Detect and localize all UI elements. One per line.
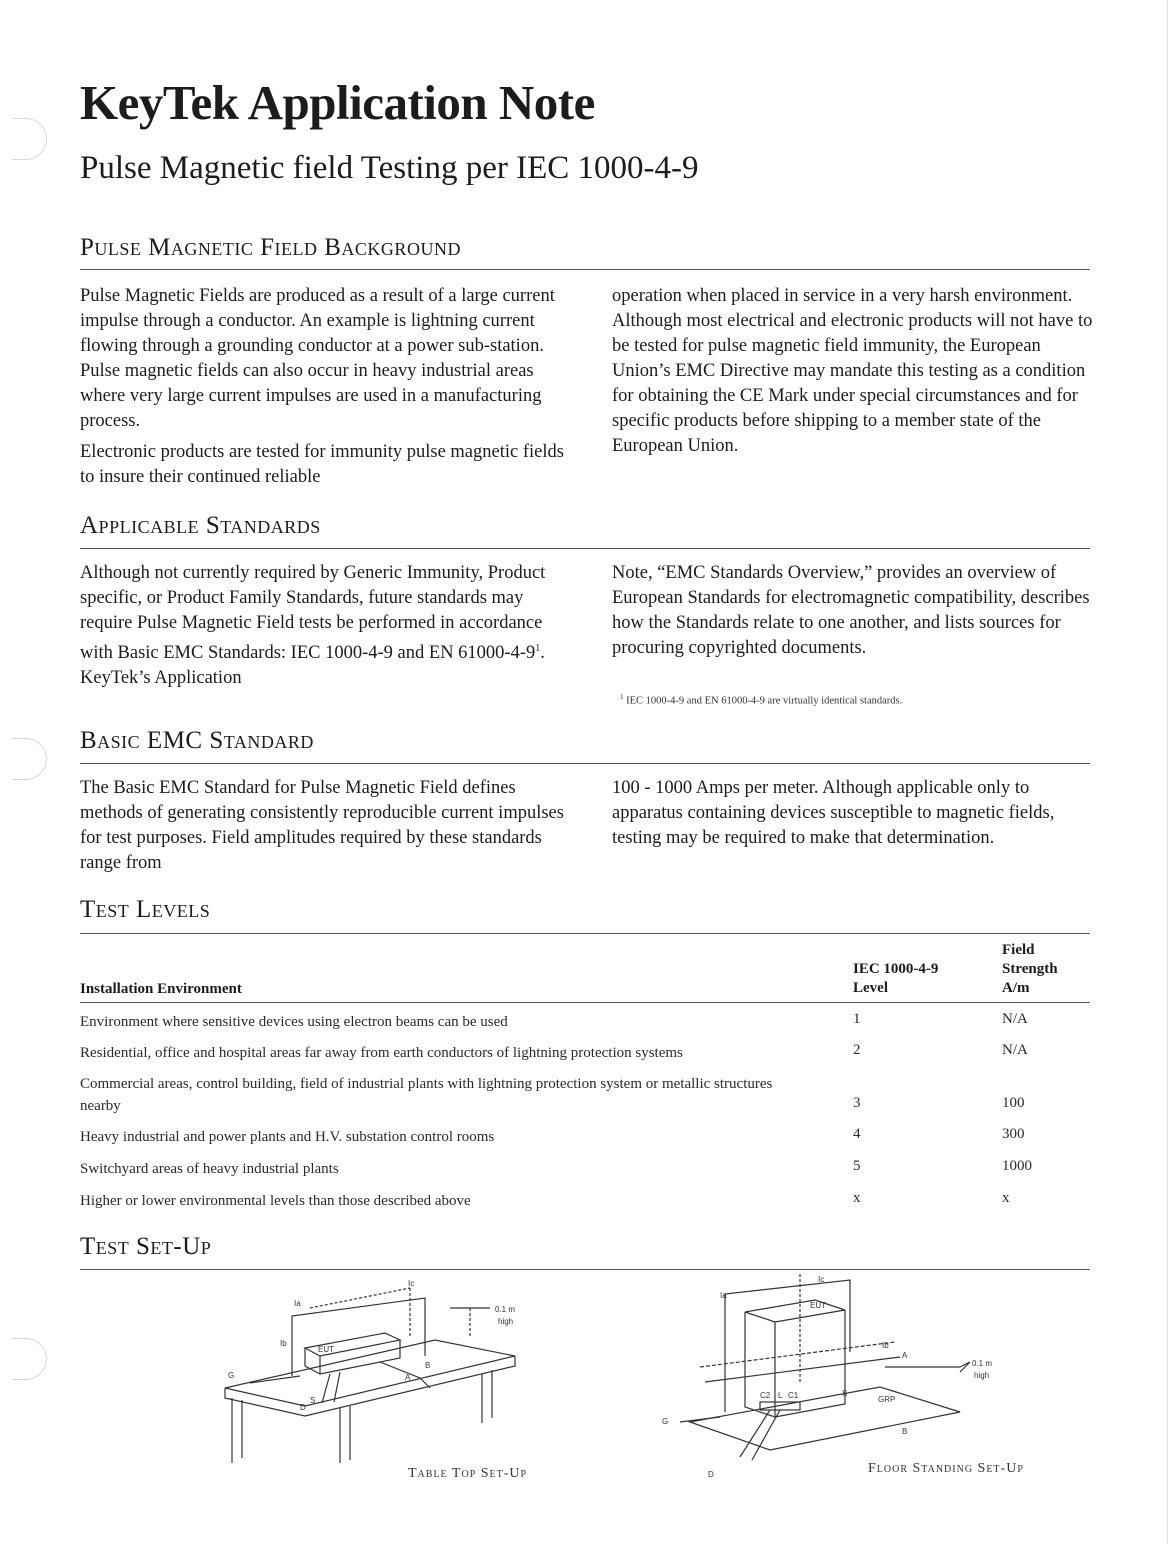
column-header-field-line: A/m bbox=[1002, 980, 1030, 996]
footnote-mark: 1 bbox=[620, 693, 624, 701]
applicable-paragraph-2: Note, “EMC Standards Overview,” provides an overview of European Standards for electromagnetic compatibility, describes how the Standards relate to one another, and lists sources for procuring copyrighted documents. bbox=[612, 563, 1090, 658]
punch-hole bbox=[12, 118, 47, 160]
section-title-background: Pulse Magnetic Field Background bbox=[80, 234, 461, 261]
label-eut: EUT bbox=[318, 1345, 334, 1354]
basic-left-column bbox=[80, 776, 570, 882]
column-header-field-line: Field bbox=[1002, 942, 1035, 958]
column-header-level-line: Level bbox=[853, 980, 888, 996]
document-title: KeyTek Application Note bbox=[80, 75, 595, 130]
column-header-field-strength bbox=[1002, 941, 1058, 998]
label-ic: Ic bbox=[408, 1279, 415, 1288]
cable bbox=[322, 1374, 330, 1403]
label-s: S bbox=[842, 1389, 848, 1398]
column-header-level bbox=[853, 960, 938, 998]
table-surface bbox=[225, 1340, 515, 1406]
section-rule bbox=[80, 1269, 1090, 1270]
table-row-level: 1 bbox=[853, 1011, 861, 1027]
section-rule bbox=[80, 763, 1090, 764]
label-a: A bbox=[902, 1351, 908, 1360]
induction-coil-dashed bbox=[310, 1288, 410, 1308]
scan-edge-line bbox=[1167, 0, 1168, 1544]
label-high: high bbox=[498, 1317, 514, 1326]
applicable-text-end: . KeyTek’s Application bbox=[80, 643, 545, 689]
table-row-environment: Commercial areas, control building, field of industrial plants with lightning protection system or metallic structures nearby bbox=[80, 1076, 773, 1114]
punch-hole bbox=[12, 1338, 47, 1380]
table-row-environment: Switchyard areas of heavy industrial plants bbox=[80, 1161, 339, 1177]
label-c1: C1 bbox=[788, 1391, 799, 1400]
table-row-field: x bbox=[1002, 1190, 1010, 1206]
induction-coil-dashed bbox=[700, 1342, 895, 1367]
label-ib: Ib bbox=[882, 1341, 889, 1350]
label-grp: GRP bbox=[878, 1395, 896, 1404]
label-l: L bbox=[778, 1391, 783, 1400]
table-row-level: 2 bbox=[853, 1042, 861, 1058]
applicable-text: Although not currently required by Generic Immunity, Product specific, or Product Family Standards, future standards may require Pulse Magnetic Field tests be performed in accordance with Basic EMC Standards: IEC 1000-4-9 and EN 61000-4-9 bbox=[80, 563, 546, 664]
section-title-test-levels: Test Levels bbox=[80, 896, 211, 923]
label-ic: Ic bbox=[818, 1275, 825, 1284]
section-rule bbox=[80, 548, 1090, 549]
column-header-level-line: IEC 1000-4-9 bbox=[853, 961, 939, 977]
label-b: B bbox=[902, 1427, 908, 1436]
label-height: 0.1 m bbox=[495, 1305, 516, 1314]
table-row-level: x bbox=[853, 1190, 861, 1206]
footnote-reference: 1 bbox=[535, 643, 541, 654]
label-g: G bbox=[228, 1371, 235, 1380]
coil-lead bbox=[705, 1357, 900, 1382]
cable bbox=[680, 1417, 720, 1422]
cable bbox=[740, 1410, 770, 1457]
table-row-level: 5 bbox=[853, 1158, 861, 1174]
label-g: G bbox=[662, 1417, 669, 1426]
table-row-environment: Heavy industrial and power plants and H.V. substation control rooms bbox=[80, 1129, 495, 1145]
label-b: B bbox=[425, 1361, 431, 1370]
cable bbox=[752, 1410, 780, 1460]
label-ia: Ia bbox=[720, 1291, 727, 1300]
section-title-test-setup: Test Set-Up bbox=[80, 1233, 212, 1260]
section-title-applicable: Applicable Standards bbox=[80, 512, 321, 539]
column-header-environment: Installation Environment bbox=[80, 981, 242, 997]
label-ib: Ib bbox=[280, 1339, 287, 1348]
eut-cabinet-top bbox=[745, 1300, 845, 1322]
table-row-level: 3 bbox=[853, 1095, 861, 1111]
label-d: D bbox=[708, 1470, 714, 1477]
basic-paragraph-2: 100 - 1000 Amps per meter. Although applicable only to apparatus containing devices susceptible to magnetic fields, testing may be required to make that determination. bbox=[612, 778, 1055, 848]
applicable-right-column bbox=[612, 561, 1102, 667]
table-row-level: 4 bbox=[853, 1126, 861, 1142]
background-paragraph-1: Pulse Magnetic Fields are produced as a result of a large current impulse through a conductor. An example is lightning current flowing through a grounding conductor at a power sub-station. Pulse magnetic fields can also occur in heavy industrial areas where very large current impulses are used in a manufacturing process. bbox=[80, 286, 555, 431]
table-row-field: 100 bbox=[1002, 1095, 1025, 1111]
table-row-environment: Residential, office and hospital areas far away from earth conductors of lightning protection systems bbox=[80, 1045, 683, 1061]
table-row-field: N/A bbox=[1002, 1042, 1028, 1058]
footnote-text: IEC 1000-4-9 and EN 61000-4-9 are virtually identical standards. bbox=[626, 695, 903, 707]
table-row-environment: Higher or lower environmental levels than those described above bbox=[80, 1193, 471, 1209]
applicable-left-column bbox=[80, 561, 570, 697]
table-row-field: 300 bbox=[1002, 1126, 1025, 1142]
label-height: 0.1 m bbox=[972, 1359, 993, 1368]
punch-hole bbox=[12, 738, 47, 780]
column-header-field-line: Strength bbox=[1002, 961, 1058, 977]
floor-standing-setup-diagram bbox=[660, 1272, 1020, 1477]
background-right-column bbox=[612, 284, 1102, 465]
label-a: A bbox=[405, 1373, 411, 1382]
caption-floor-standing: Floor Standing Set-Up bbox=[868, 1461, 1024, 1476]
table-edge bbox=[225, 1356, 515, 1416]
label-c2: C2 bbox=[760, 1391, 771, 1400]
label-ia: Ia bbox=[294, 1299, 301, 1308]
height-marker-arrow bbox=[960, 1362, 970, 1372]
eut-cabinet-body bbox=[745, 1310, 848, 1417]
section-title-basic: Basic EMC Standard bbox=[80, 727, 314, 754]
label-high: high bbox=[974, 1371, 990, 1380]
basic-paragraph-1: The Basic EMC Standard for Pulse Magnetic Field defines methods of generating consistently reproducible current impulses for test purposes. Field amplitudes required by these standards range from bbox=[80, 778, 564, 873]
section-rule bbox=[80, 269, 1090, 270]
footnote bbox=[620, 693, 902, 707]
section-rule bbox=[80, 933, 1090, 934]
background-left-column bbox=[80, 284, 570, 496]
caption-table-top: Table Top Set-Up bbox=[408, 1466, 528, 1481]
table-header-rule bbox=[80, 1002, 1090, 1003]
induction-coil bbox=[292, 1298, 425, 1376]
basic-right-column bbox=[612, 776, 1102, 857]
background-paragraph-2: Electronic products are tested for immunity pulse magnetic fields to insure their continued reliable bbox=[80, 442, 564, 487]
table-top-setup-diagram bbox=[220, 1278, 540, 1463]
table-row-field: 1000 bbox=[1002, 1158, 1032, 1174]
table-row-field: N/A bbox=[1002, 1011, 1028, 1027]
label-eut: EUT bbox=[810, 1301, 826, 1310]
label-d: D bbox=[300, 1403, 306, 1412]
document-subtitle: Pulse Magnetic field Testing per IEC 1000-4-9 bbox=[80, 150, 699, 186]
background-paragraph-3: operation when placed in service in a very harsh environment. Although most electrical and electronic products will not have to be tested for pulse magnetic field immunity, the European Union’s EMC Directive may mandate this testing as a condition for obtaining the CE Mark under special circumstances and for specific products before shipping to a member state of the European Union. bbox=[612, 286, 1093, 456]
label-s: S bbox=[310, 1396, 316, 1405]
applicable-paragraph-1 bbox=[80, 561, 570, 691]
table-row-environment: Environment where sensitive devices using electron beams can be used bbox=[80, 1014, 508, 1030]
ground-plane bbox=[690, 1387, 960, 1450]
